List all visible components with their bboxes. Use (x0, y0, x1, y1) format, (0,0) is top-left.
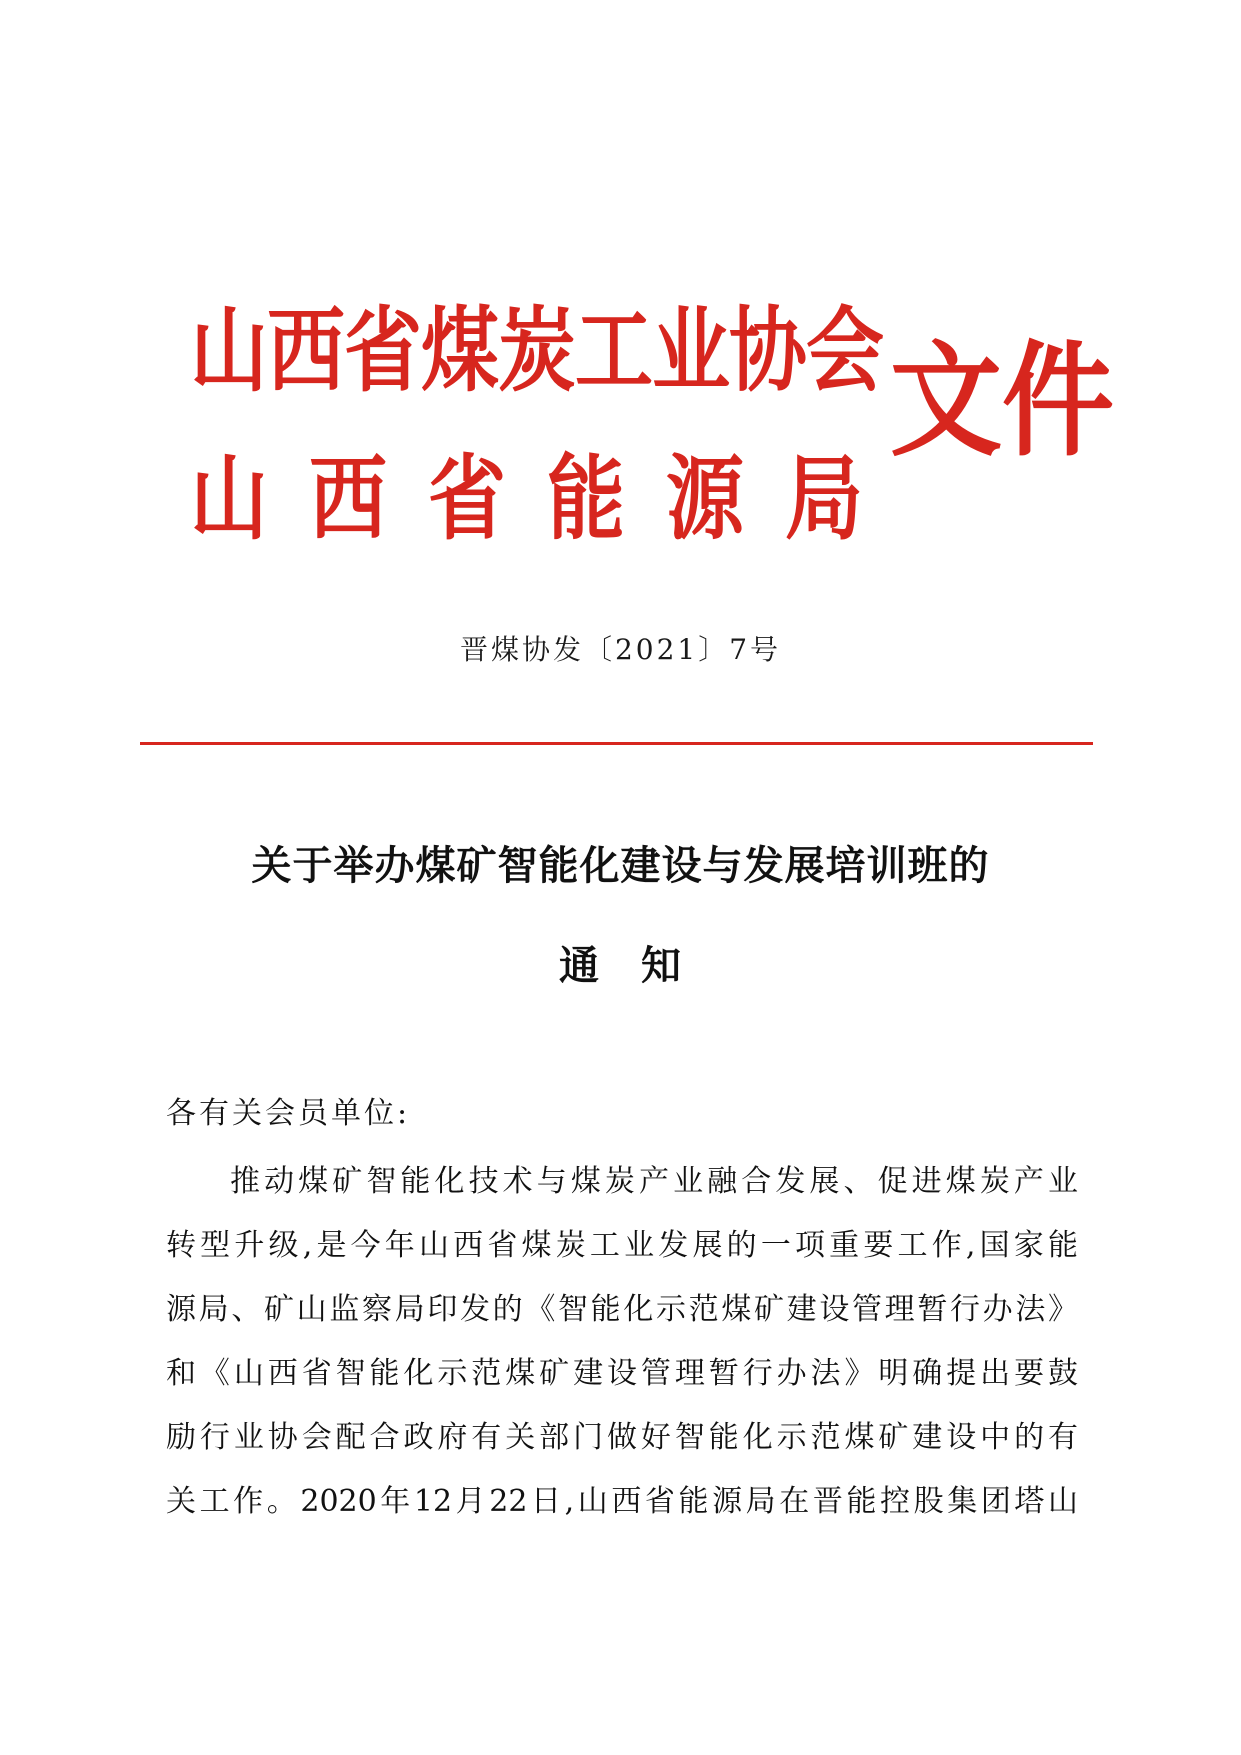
issuing-org-2: 山西省能源局 (190, 446, 905, 554)
document-type-suffix: 文件 (890, 330, 1114, 474)
red-header (190, 296, 1114, 566)
body-paragraph (166, 1150, 1078, 1534)
body-line: 源局、矿山监察局印发的《智能化示范煤矿建设管理暂行办法》 (166, 1292, 1078, 1327)
body-line: 励行业协会配合政府有关部门做好智能化示范煤矿建设中的有 (166, 1420, 1078, 1455)
body-line: 转型升级,是今年山西省煤炭工业发展的一项重要工作,国家能 (166, 1228, 1078, 1263)
body-line: 关工作。2020年12月22日,山西省能源局在晋能控股集团塔山 (166, 1484, 1078, 1519)
document-title-line-1: 关于举办煤矿智能化建设与发展培训班的 (251, 842, 990, 889)
body-line: 和《山西省智能化示范煤矿建设管理暂行办法》明确提出要鼓 (166, 1356, 1078, 1391)
red-divider (140, 742, 1093, 745)
document-number: 晋煤协发〔2021〕7号 (459, 633, 782, 666)
issuing-org-1: 山西省煤炭工业协会 (190, 298, 884, 406)
document-title-line-2: 通 知 (559, 942, 682, 989)
salutation: 各有关会员单位: (166, 1096, 411, 1131)
body-line: 推动煤矿智能化技术与煤炭产业融合发展、促进煤炭产业 (230, 1164, 1078, 1199)
